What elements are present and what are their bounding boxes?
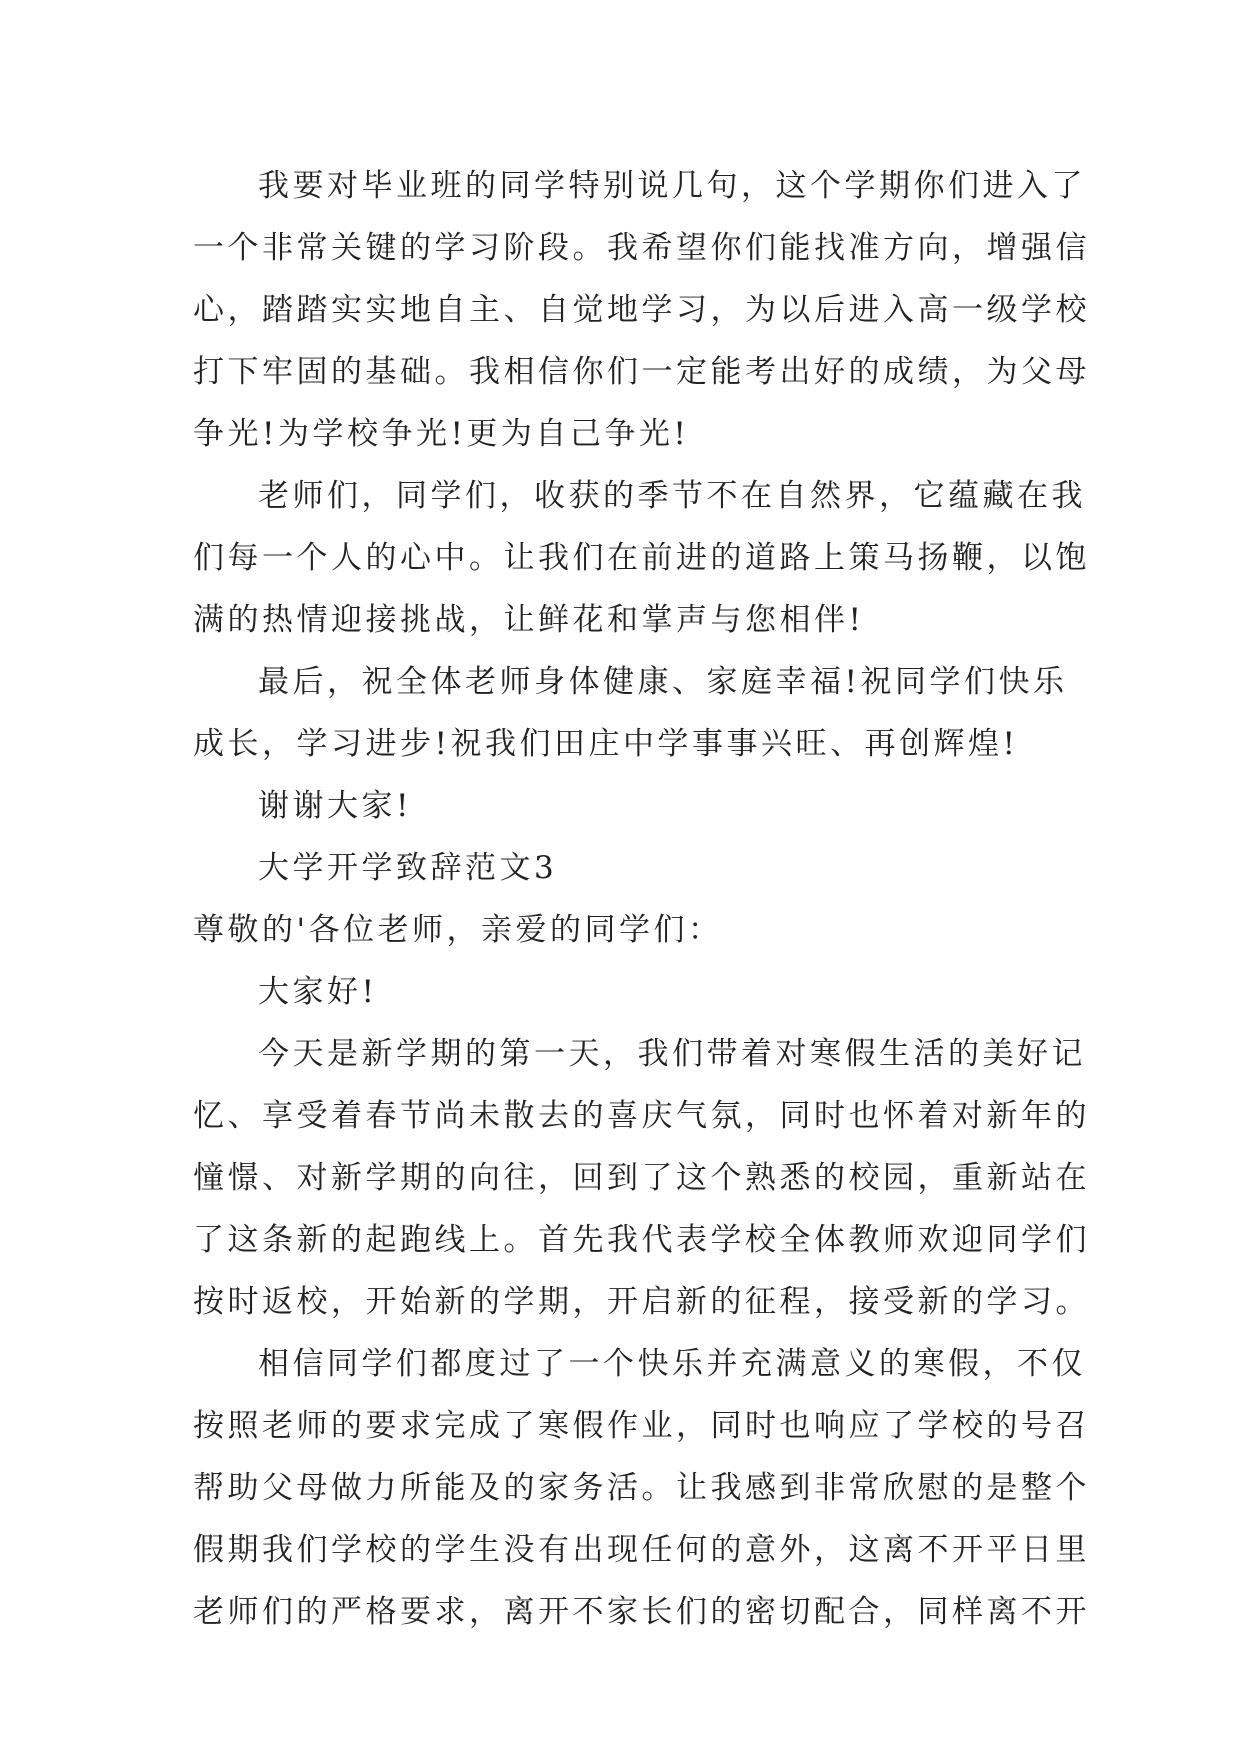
text-line: 帮助父母做力所能及的家务活。让我感到非常欣慰的是整个 bbox=[193, 1470, 1090, 1506]
salutation: 尊敬的'各位老师，亲爱的同学们： bbox=[193, 912, 723, 948]
document-body bbox=[193, 155, 1090, 1643]
text-line: 们每一个人的心中。让我们在前进的道路上策马扬鞭，以饱 bbox=[193, 540, 1090, 576]
text-line: 我要对毕业班的同学特别说几句，这个学期你们进入了 bbox=[258, 168, 1086, 204]
text-line: 忆、享受着春节尚未散去的喜庆气氛，同时也怀着对新年的 bbox=[193, 1098, 1090, 1134]
text-line: 按时返校，开始新的学期，开启新的征程，接受新的学习。 bbox=[193, 1284, 1090, 1320]
text-line: 最后，祝全体老师身体健康、家庭幸福!祝同学们快乐 bbox=[258, 664, 1068, 700]
text-line: 满的热情迎接挑战，让鲜花和掌声与您相伴! bbox=[193, 602, 865, 638]
text-line: 相信同学们都度过了一个快乐并充满意义的寒假，不仅 bbox=[258, 1346, 1086, 1382]
text-line: 一个非常关键的学习阶段。我希望你们能找准方向，增强信 bbox=[193, 230, 1090, 266]
text-line: 谢谢大家! bbox=[258, 788, 412, 824]
text-line: 今天是新学期的第一天，我们带着对寒假生活的美好记 bbox=[258, 1036, 1086, 1072]
text-line: 争光!为学校争光!更为自己争光! bbox=[193, 416, 690, 452]
greeting: 大家好! bbox=[258, 974, 378, 1010]
text-line: 老师们的严格要求，离开不家长们的密切配合，同样离不开 bbox=[193, 1594, 1090, 1630]
text-line: 假期我们学校的学生没有出现任何的意外，这离不开平日里 bbox=[193, 1532, 1090, 1568]
section-heading: 大学开学致辞范文3 bbox=[258, 850, 558, 886]
text-line: 憧憬、对新学期的向往，回到了这个熟悉的校园，重新站在 bbox=[193, 1160, 1090, 1196]
text-line: 成长，学习进步!祝我们田庄中学事事兴旺、再创辉煌! bbox=[193, 726, 1019, 762]
text-line: 了这条新的起跑线上。首先我代表学校全体教师欢迎同学们 bbox=[193, 1222, 1090, 1258]
text-line: 打下牢固的基础。我相信你们一定能考出好的成绩，为父母 bbox=[193, 354, 1090, 390]
text-line: 按照老师的要求完成了寒假作业，同时也响应了学校的号召 bbox=[193, 1408, 1090, 1444]
text-line: 老师们，同学们，收获的季节不在自然界，它蕴藏在我 bbox=[258, 478, 1086, 514]
text-line: 心，踏踏实实地自主、自觉地学习，为以后进入高一级学校 bbox=[193, 292, 1090, 328]
